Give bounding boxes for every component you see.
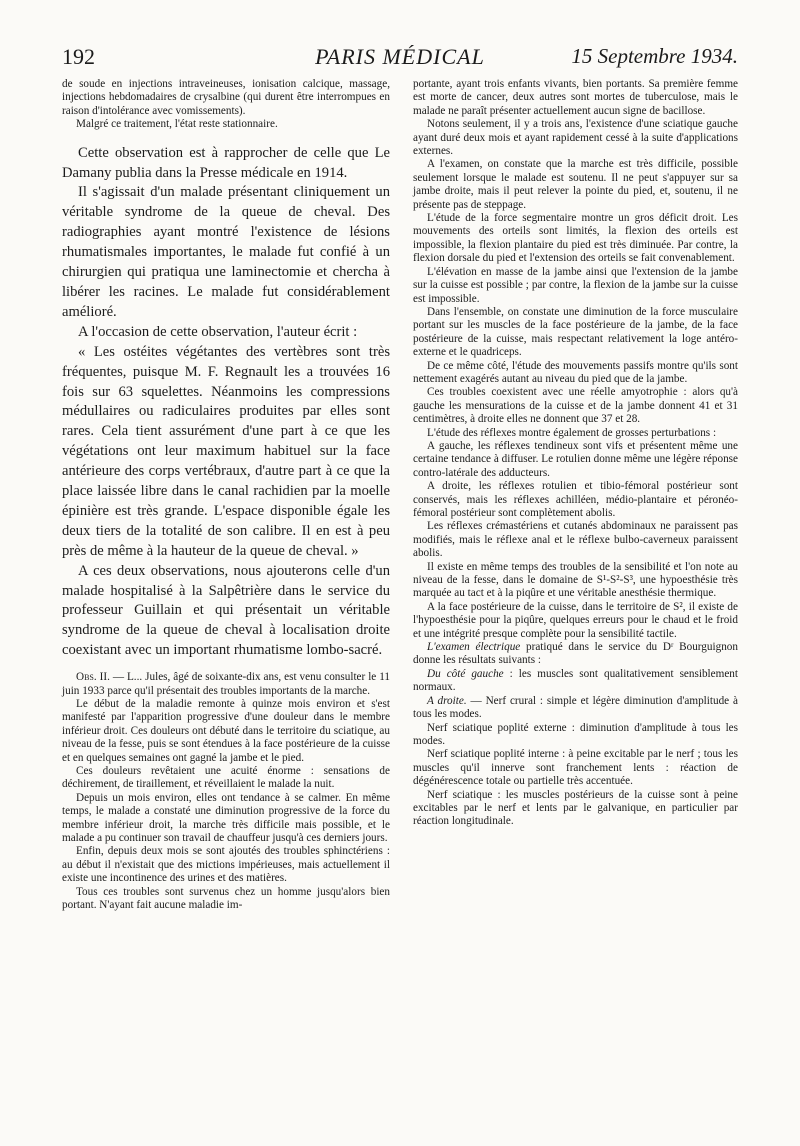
journal-title: PARIS MÉDICAL xyxy=(315,44,485,69)
paragraph: Tous ces troubles sont survenus chez un homme jusqu'alors bien portant. N'ayant fait aucune maladie im- xyxy=(62,885,390,912)
paragraph: A gauche, les réflexes tendineux sont vifs et présentent même une certaine tendance à diffuser. Le rotulien donne même une légère réponse contro-latérale des adducteurs. xyxy=(413,439,738,479)
observation-intro: — L... Jules, âgé de soixante-dix ans, est venu consulter le 11 juin 1933 parce qu'il présentait des troubles importants de la marche. xyxy=(62,671,390,697)
paragraph: Nerf sciatique poplité interne : à peine excitable par le nerf ; tous les muscles qu'il innerve sont franchement lents : réaction de dégénérescence totale ou partielle très accentuée. xyxy=(413,748,738,788)
paragraph: A l'examen, on constate que la marche est très difficile, possible seulement lorsque le malade est soutenu. Il ne peut s'appuyer sur sa jambe droite, mais il peut relever la pointe du pied, et, soutenu, il ne présente pas de steppage. xyxy=(413,158,738,211)
intro-small-text xyxy=(62,78,390,132)
paragraph: A ces deux observations, nous ajouterons celle d'un malade hospitalisé à la Salpêtrière dans le service du professeur Guillain et qui présentait un véritable syndrome de la queue de cheval à localisation droite coexistant avec un important rhumatisme lombo-sacré. xyxy=(62,562,390,659)
paragraph xyxy=(413,695,738,722)
paragraph: De ce même côté, l'étude des mouvements passifs montre qu'ils sont nettement exagérés autant au niveau du pied que de la jambe. xyxy=(413,359,738,385)
paragraph: Le début de la maladie remonte à quinze mois environ et s'est manifesté par l'apparition progressive d'une douleur dans le membre inférieur droit. Ces douleurs ont débuté dans le territoire du sciatique, au niveau de la fesse, puis se sont étendues à la face postérieure de la cuisse et en quelques semaines ont gagné la jambe et le pied. xyxy=(62,698,390,764)
paragraph: Dans l'ensemble, on constate une diminution de la force musculaire portant sur les muscles de la face postérieure de la jambe, de la face postérieure de la cuisse, mais respectant relativement la loge antéro-externe et le quadriceps. xyxy=(413,305,738,359)
right-side-label: A droite. xyxy=(427,694,467,707)
paragraph xyxy=(62,671,390,698)
paragraph: Malgré ce traitement, l'état reste stationnaire. xyxy=(76,118,278,131)
paragraph: Ces douleurs revêtaient une acuité énorme : sensations de déchirement, de tiraillement, et réveillaient le malade la nuit. xyxy=(62,765,390,791)
paragraph: L'étude de la force segmentaire montre un gros déficit droit. Les mouvements des orteils sont limités, la flexion des orteils est impossible, la flexion plantaire du pied est très diminuée. Par contre, la flexion dorsale du pied et l'extension des orteils se fait convenablement. xyxy=(413,212,738,265)
exam-label: L'examen électrique xyxy=(427,641,521,654)
right-side-rest: — Nerf crural : simple et légère diminution d'amplitude à tous les modes. xyxy=(413,694,738,721)
paragraph: A la face postérieure de la cuisse, dans le territoire de S², il existe de l'hypoesthésie pour la piqûre, quelques erreurs pour le chaud et le froid et une intégrité presque complète pour la sensibilité tactile. xyxy=(413,600,738,640)
paragraph: Il existe en même temps des troubles de la sensibilité et l'on note au niveau de la fesse, dans le domaine de S¹-S²-S³, une hypoesthésie très marquée au tact et à la piqûre et une véritable anesthésie thermique. xyxy=(413,560,738,600)
exam-rest: pratiqué dans le service du Dʳ Bourguignon donne les résultats suivants : xyxy=(413,641,738,667)
paragraph: portante, ayant trois enfants vivants, bien portants. Sa première femme est morte de cancer, deux autres sont mortes de tuberculose, mais le malade ne paraît présenter actuellement aucun signe de bacillose. xyxy=(413,78,738,117)
paragraph: Cette observation est à rapprocher de celle que Le Damany publia dans la Presse médicale en 1914. xyxy=(62,144,390,181)
left-column xyxy=(62,78,390,913)
paragraph: Les réflexes crémastériens et cutanés abdominaux ne paraissent pas modifiés, mais le réflexe anal et le réflexe bulbo-caverneux paraissent abolis. xyxy=(413,520,738,560)
paragraph: Nerf sciatique : les muscles postérieurs de la cuisse sont à peine excitables par le nerf et lents par le galvanique, en particulier par réaction longitudinale. xyxy=(413,788,738,828)
paragraph: A l'occasion de cette observation, l'auteur écrit : xyxy=(78,323,358,340)
observation-text xyxy=(62,671,390,912)
quote-paragraph: « Les ostéites végétantes des vertèbres sont très fréquentes, puisque M. F. Regnault les a trouvées 16 fois sur 63 squelettes. Néanmoins les compressions médullaires ou radiculaires produites par elles sont rares. Cela tient assurément d'une part à ce que les végétations ont leur maximum habituel sur la face antérieure des corps vertébraux, d'autre part à ce que la place laissée libre dans le canal rachidien par la moelle épinière est très grande. L'espace disponible égale les deux tiers de la totalité de son calibre. Il en est à peu près de même à la hauteur de la queue de cheval. » xyxy=(62,343,390,559)
paragraph: Nerf sciatique poplité externe : diminution d'amplitude à tous les modes. xyxy=(413,721,738,747)
paragraph: L'élévation en masse de la jambe ainsi que l'extension de la jambe sur la cuisse est possible ; par contre, la flexion de la jambe sur la cuisse est impossible. xyxy=(413,265,738,305)
paragraph xyxy=(413,641,738,668)
right-column xyxy=(413,78,738,829)
main-text xyxy=(62,144,390,662)
paragraph: L'étude des réflexes montre également de grosses perturbations : xyxy=(427,426,717,439)
observation-label: Obs. II. xyxy=(76,671,110,684)
paragraph: Notons seulement, il y a trois ans, l'existence d'une sciatique gauche ayant duré deux mois et ayant rapidement cessé à la suite d'applications externes. xyxy=(413,118,738,158)
page-number: 192 xyxy=(62,44,95,69)
paragraph: Depuis un mois environ, elles ont tendance à se calmer. En même temps, le malade a constaté une diminution progressive de la force du membre inférieur droit, la marche très difficile mais possible, et le malade a pu continuer son travail de chauffeur jusqu'à ces derniers jours. xyxy=(62,791,390,845)
paragraph: de soude en injections intraveineuses, ionisation calcique, massage, injections hebdomadaires de crysalbine (qui durent être interrompues en raison d'intolérance avec vomissements). xyxy=(62,78,390,117)
left-side-rest: : les muscles sont qualitativement sensiblement normaux. xyxy=(413,667,738,694)
issue-date: 15 Septembre 1934. xyxy=(571,44,738,68)
paragraph xyxy=(413,668,738,695)
paragraph: A droite, les réflexes rotulien et tibio-fémoral postérieur sont conservés, mais les réflexes achilléen, médio-plantaire et péronéo-fémoral postérieur sont complètement abolis. xyxy=(413,480,738,519)
left-side-label: Du côté gauche xyxy=(427,667,504,680)
paragraph: Ces troubles coexistent avec une réelle amyotrophie : alors qu'à gauche les mensurations de la cuisse et de la jambe donnent 41 et 31 centimètres, à droite elles ne donnent que 37 et 28. xyxy=(413,386,738,426)
paragraph: Enfin, depuis deux mois se sont ajoutés des troubles sphinctériens : au début il n'existait que des mictions impérieuses, mais actuellement il existe une incontinence des urines et des matières. xyxy=(62,845,390,885)
page-header xyxy=(62,44,738,78)
paragraph: Il s'agissait d'un malade présentant cliniquement un véritable syndrome de la queue de cheval. Des radiographies ayant montré l'existence de lésions rhumatismales importantes, le malade fut confié à un chirurgien qui pratiqua une laminectomie et chercha à libérer les racines. Le malade fut considérablement amélioré. xyxy=(62,184,390,320)
